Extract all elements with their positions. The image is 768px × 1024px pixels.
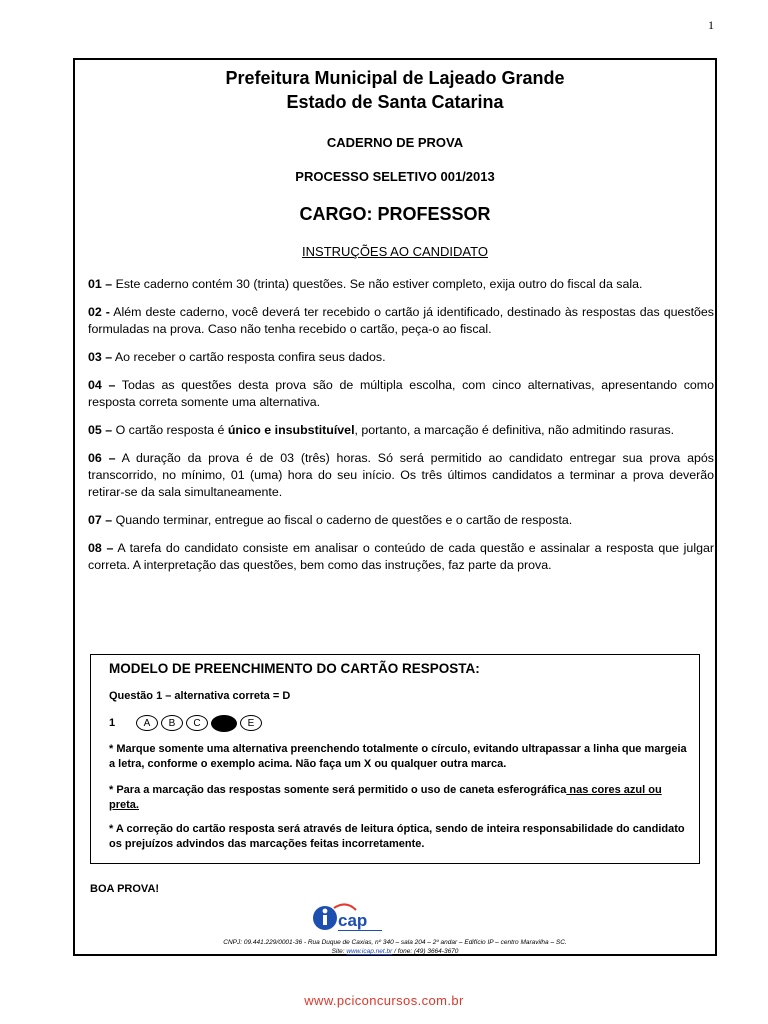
bubble-row-number: 1 xyxy=(109,717,116,729)
caderno-heading: CADERNO DE PROVA xyxy=(326,135,464,150)
processo-heading: PROCESSO SELETIVO 001/2013 xyxy=(295,169,495,184)
model-note-optical: * A correção do cartão resposta será através de leitura óptica, sendo de inteira responsabilidade do candidato os prejuízos advindos das marcações feitas incorretamente. xyxy=(109,823,685,850)
answer-card-model-box xyxy=(90,654,700,864)
instructions-list xyxy=(88,276,714,585)
exam-cover-frame xyxy=(73,58,717,956)
instruction-item: 01 – Este caderno contém 30 (trinta) questões. Se não estiver completo, exija outro do fiscal da sala. xyxy=(88,277,643,291)
page-number: 1 xyxy=(708,18,714,32)
instruction-item: 03 – Ao receber o cartão resposta confira seus dados. xyxy=(88,350,386,364)
title-estado: Estado de Santa Catarina xyxy=(286,92,504,112)
instruction-item: 08 – A tarefa do candidato consiste em analisar o conteúdo de cada questão e assinalar a resposta que julgar correta. A interpretação das questões, bem como das instruções, faz parte da prova. xyxy=(88,541,714,572)
model-note-fill: * Marque somente uma alternativa preenchendo totalmente o círculo, evitando ultrapassar a linha que margeia a letra, conforme o exemplo acima. Não faça um X ou qualquer outra marca. xyxy=(109,743,687,770)
bubble-option-e: E xyxy=(240,715,262,731)
model-note-pen: * Para a marcação das respostas somente será permitido o uso de caneta esferográfica nas cores azul ou preta. xyxy=(109,784,662,811)
icap-logo xyxy=(312,902,392,938)
svg-text:cap: cap xyxy=(338,911,368,930)
icap-site-link[interactable]: www.icap.net.br xyxy=(346,948,393,955)
instructions-heading: INSTRUÇÕES AO CANDIDATO xyxy=(302,244,488,259)
bubble-option-b: B xyxy=(161,715,183,731)
title-prefeitura: Prefeitura Municipal de Lajeado Grande xyxy=(225,68,565,88)
bubble-option-a: A xyxy=(136,715,158,731)
instruction-item: 07 – Quando terminar, entregue ao fiscal o caderno de questões e o cartão de resposta. xyxy=(88,513,573,527)
bubble-option-c: C xyxy=(186,715,208,731)
footer-address: CNPJ: 09.441.229/0001-36 - Rua Duque de Caxias, nº 340 – sala 204 – 2º andar – Edifício IP – centro Maravilha – SC. Site: www.icap.net.br / fone: (49) 3664-3670 xyxy=(223,939,567,955)
instruction-item: 06 – A duração da prova é de 03 (três) horas. Só será permitido ao candidato entregar sua prova após transcorrido, no mínimo, 01 (uma) hora do seu início. Os três últimos candidatos a terminar a prova deverão retirar-se da sala simultaneamente. xyxy=(88,451,714,499)
boa-prova: BOA PROVA! xyxy=(90,883,160,895)
model-title: MODELO DE PREENCHIMENTO DO CARTÃO RESPOSTA: xyxy=(109,661,480,676)
cargo-heading: CARGO: PROFESSOR xyxy=(299,204,491,224)
instruction-item: 05 – O cartão resposta é único e insubstituível, portanto, a marcação é definitiva, não admitindo rasuras. xyxy=(88,423,675,437)
answer-bubbles-row xyxy=(109,713,265,733)
model-question: Questão 1 – alternativa correta = D xyxy=(109,690,291,702)
pciconcursos-watermark: www.pciconcursos.com.br xyxy=(304,993,464,1008)
instruction-item: 02 - Além deste caderno, você deverá ter recebido o cartão já identificado, destinado às respostas das questões formuladas na prova. Caso não tenha recebido o cartão, peça-o ao fiscal. xyxy=(88,305,714,336)
bubble-option-d-filled xyxy=(211,715,237,732)
instruction-item: 04 – Todas as questões desta prova são de múltipla escolha, com cinco alternativas, apresentando como resposta correta somente uma alternativa. xyxy=(88,378,714,409)
